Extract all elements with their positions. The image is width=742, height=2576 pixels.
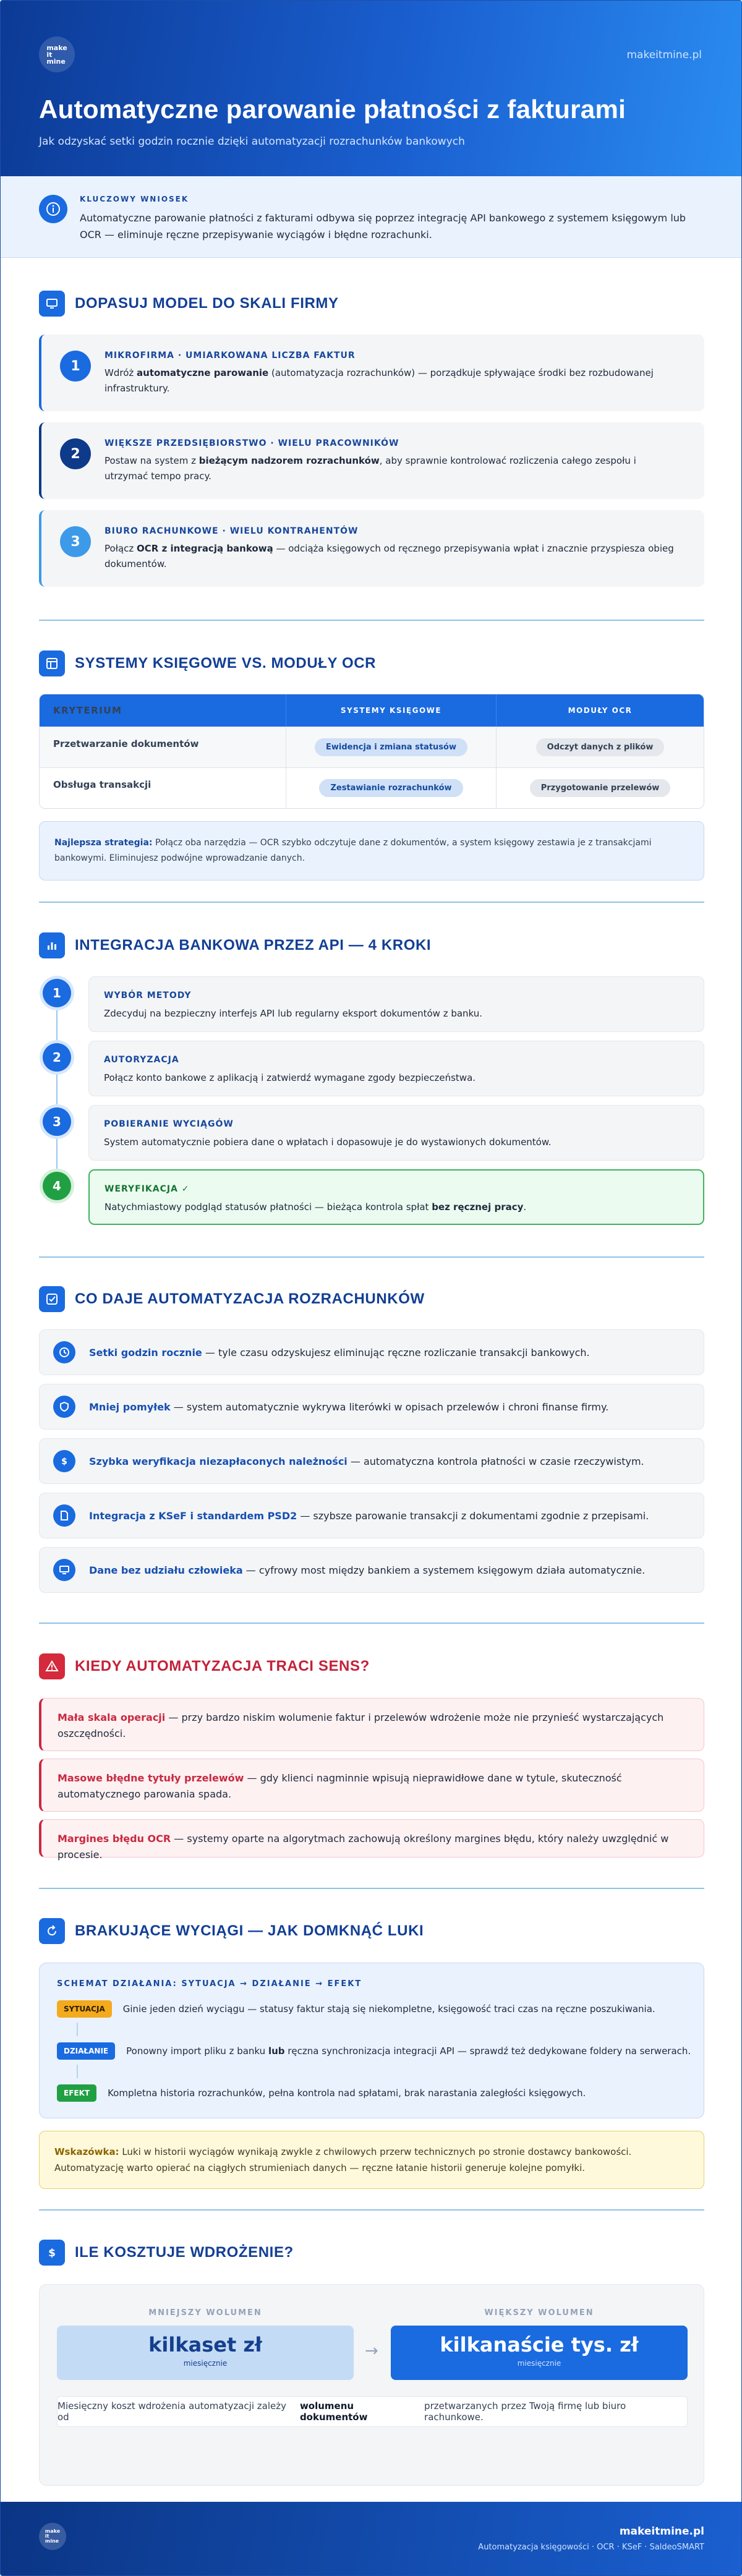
benefit-item (39, 1547, 704, 1593)
criterion-cell: Obsługa transakcji (53, 779, 151, 790)
scale-card (39, 335, 704, 411)
monitor-icon (53, 1559, 75, 1581)
benefit-item (39, 1493, 704, 1538)
cost-value: kilkanaście tys. zł (440, 2333, 639, 2356)
schema-row (57, 2042, 691, 2060)
section-title: BRAKUJĄCE WYCIĄGI — JAK DOMKNĄĆ LUKI (75, 1922, 424, 1939)
arrow-right-icon: → (365, 2342, 378, 2360)
schema-title: SCHEMAT DZIAŁANIA: SYTUACJA → DZIAŁANIE → EFEKT (57, 1979, 362, 1989)
card-title: MIKROFIRMA · UMIARKOWANA LICZBA FAKTUR (104, 351, 356, 360)
accounting-badge: Ewidencja i zmiana statusów (315, 738, 467, 756)
step-box (88, 1041, 704, 1096)
table-row (40, 727, 704, 767)
strategy-tip: Najlepsza strategia: Połącz oba narzędzia — OCR szybko odczytuje dane z dokumentów, a system księgowy zestawia je z transakcjami bankowymi. Eliminujesz podwójne wprowadzanie danych. (39, 821, 704, 881)
benefit-text: Setki godzin rocznie — tyle czasu odzyskujesz eliminując ręczne rozliczanie transakcji bankowych. (89, 1346, 590, 1358)
cost-note: Miesięczny koszt wdrożenia automatyzacji zależy od wolumenu dokumentów przetwarzanych przez Twoją firmę lub biuro rachunkowe. (57, 2396, 688, 2427)
section-divider (39, 902, 704, 903)
card-description: Wdróż automatyczne parowanie (automatyzacja rozrachunków) — porządkuje spływające środki bez rozbudowanej infrastruktury. (104, 367, 654, 394)
warning-item: Masowe błędne tytuły przelewów — gdy klienci nagminnie wpisują nieprawidłowe dane w tytule, skuteczność automatycznego parowania spada. (39, 1759, 704, 1812)
section-title: CO DAJE AUTOMATYZACJA ROZRACHUNKÓW (75, 1290, 425, 1307)
cost-period: miesięcznie (183, 2359, 228, 2368)
situation-tag: SYTUACJA (57, 2000, 112, 2018)
logo-line: it (46, 50, 53, 59)
logo-line: mine (45, 2538, 59, 2544)
benefit-text: Mniej pomyłek — system automatycznie wykrywa literówki w opisach przelewów i chroni finanse firmy. (89, 1401, 609, 1413)
section-divider (39, 1256, 704, 1258)
monitor-icon (39, 291, 65, 317)
column-header: KRYTERIUM (53, 705, 122, 716)
card-title: WIĘKSZE PRZEDSIĘBIORSTWO · WIELU PRACOWNIKÓW (104, 438, 399, 448)
footer-tagline: Automatyzacja księgowości · OCR · KSeF · SaldeoSMART (478, 2543, 704, 2552)
step-title: WERYFIKACJA ✓ (104, 1184, 190, 1194)
card-number: 3 (60, 526, 91, 557)
footer-domain-link[interactable]: makeitmine.pl (619, 2525, 704, 2538)
logo-line: make (45, 2528, 61, 2534)
warning-item: Mała skala operacji — przy bardzo niskim wolumenie faktur i przelewów wdrożenie może nie przynieść wystarczających oszczędności. (39, 1698, 704, 1751)
cost-value: kilkaset zł (148, 2333, 262, 2356)
section-bank-api (39, 932, 704, 959)
step-description: Natychmiastowy podgląd statusów płatności — bieżąca kontrola spłat bez ręcznej pracy. (104, 1201, 527, 1213)
step-box (88, 976, 704, 1032)
card-number: 2 (60, 438, 91, 469)
section-benefits (39, 1286, 704, 1313)
criterion-cell: Przetwarzanie dokumentów (53, 738, 199, 749)
benefit-text: Integracja z KSeF i standardem PSD2 — szybsze parowanie transakcji z dokumentami zgodnie z przepisami. (89, 1509, 649, 1522)
schema-connector (77, 2023, 78, 2036)
schema-text: Ginie jeden dzień wyciągu — statusy faktur stają się niekompletne, księgowość traci czas na ręczne poszukiwania. (122, 2003, 655, 2015)
step-title: AUTORYZACJA (104, 1055, 179, 1065)
logo-line: it (45, 2533, 49, 2539)
clock-icon (53, 1341, 75, 1363)
footer-logo[interactable] (39, 2523, 66, 2550)
warning-icon (39, 1653, 65, 1679)
step-box (88, 1169, 704, 1225)
card-description: Postaw na system z bieżącym nadzorem rozrachunków, aby sprawnie kontrolować rozliczenia całego zespołu i utrzymać tempo pracy. (104, 455, 636, 482)
checkbox-icon (39, 1286, 65, 1312)
ocr-badge: Przygotowanie przelewów (530, 779, 671, 797)
section-divider (39, 620, 704, 621)
cost-label-small: MNIEJSZY WOLUMEN (148, 2308, 262, 2318)
cost-period: miesięcznie (517, 2359, 561, 2368)
bar-chart-icon (39, 932, 65, 958)
section-systems-vs-ocr (39, 650, 704, 677)
action-tag: DZIAŁANIE (57, 2042, 115, 2060)
page-title: Automatyczne parowanie płatności z fakturami (39, 95, 626, 124)
step-title: WYBÓR METODY (104, 991, 192, 1000)
schema-row (57, 2000, 655, 2018)
refresh-icon (39, 1918, 65, 1944)
steps-connector (56, 995, 58, 1190)
key-takeaway-label: KLUCZOWY WNIOSEK (80, 195, 189, 203)
document-icon (53, 1504, 75, 1527)
step-description: System automatycznie pobiera dane o wpłatach i dopasowuje je do wystawionych dokumentów. (104, 1137, 552, 1148)
hero-header (1, 1, 741, 176)
section-title: DOPASUJ MODEL DO SKALI FIRMY (75, 295, 339, 312)
section-title: SYSTEMY KSIĘGOWE VS. MODUŁY OCR (75, 655, 377, 672)
ocr-badge: Odczyt danych z plików (536, 738, 665, 756)
svg-text:$: $ (48, 2247, 56, 2259)
dollar-icon (39, 2240, 65, 2266)
svg-text:$: $ (61, 1457, 67, 1467)
step-box (88, 1105, 704, 1161)
brand-logo[interactable] (39, 36, 75, 72)
step-number: 4 (43, 1172, 71, 1200)
schema-text: Kompletna historia rozrachunków, pełna kontrola nad spłatami, brak narastania zaległości księgowych. (108, 2088, 586, 2099)
benefit-item (39, 1438, 704, 1484)
step-number: 2 (43, 1043, 71, 1072)
dollar-icon (53, 1450, 75, 1472)
section-when-not (39, 1653, 704, 1680)
shield-icon (53, 1396, 75, 1418)
page-footer (1, 2502, 742, 2576)
warning-item: Margines błędu OCR — systemy oparte na algorytmach zachowują określony margines błędu, który należy uwzględnić w procesie. (39, 1819, 704, 1857)
cost-label-large: WIĘKSZY WOLUMEN (484, 2308, 594, 2318)
step-description: Połącz konto bankowe z aplikacją i zatwierdź wymagane zgody bezpieczeństwa. (104, 1072, 476, 1083)
cost-large-volume (391, 2326, 688, 2380)
section-divider (39, 1888, 704, 1889)
column-header: SYSTEMY KSIĘGOWE (286, 694, 496, 727)
page-subtitle: Jak odzyskać setki godzin rocznie dzięki automatyzacji rozrachunków bankowych (39, 135, 465, 148)
card-number: 1 (60, 351, 91, 382)
schema-connector (77, 2065, 78, 2078)
key-takeaway-text: Automatyczne parowanie płatności z fakturami odbywa się poprzez integrację API bankowego z systemem księgowym lub OCR — eliminuje ręczne przepisywanie wyciągów i błędne rozrachunki. (80, 212, 686, 241)
section-divider (39, 1623, 704, 1624)
benefit-item (39, 1384, 704, 1430)
layout-icon (39, 650, 65, 676)
step-title: POBIERANIE WYCIĄGÓW (104, 1119, 234, 1129)
logo-line: make (46, 43, 67, 52)
effect-tag: EFEKT (57, 2084, 96, 2102)
accounting-badge: Zestawianie rozrachunków (319, 779, 463, 797)
section-cost (39, 2239, 704, 2266)
step-description: Zdecyduj na bezpieczny interfejs API lub regularny eksport dokumentów z banku. (104, 1008, 483, 1019)
scale-card (39, 422, 704, 499)
section-missing-statements (39, 1917, 704, 1945)
section-scale-model (39, 290, 704, 317)
step-number: 3 (43, 1107, 71, 1136)
card-title: BIURO RACHUNKOWE · WIELU KONTRAHENTÓW (104, 526, 359, 536)
section-title: ILE KOSZTUJE WDROŻENIE? (75, 2244, 294, 2261)
table-row (40, 767, 704, 808)
benefit-item (39, 1329, 704, 1375)
scale-card (39, 510, 704, 587)
card-description: Połącz OCR z integracją bankową — odciąża księgowych od ręcznego przepisywania wpłat i znacznie przyspiesza obieg dokumentów. (104, 543, 674, 569)
key-takeaway-box (1, 176, 741, 258)
benefit-text: Szybka weryfikacja niezapłaconych należności — automatyczna kontrola płatności w czasie rzeczywistym. (89, 1455, 644, 1467)
benefit-text: Dane bez udziału człowieka — cyfrowy most między bankiem a systemem księgowym działa automatycznie. (89, 1564, 646, 1576)
table-header (40, 694, 704, 727)
hint-box: Wskazówka: Luki w historii wyciągów wynikają zwykle z chwilowych przerw technicznych po stronie dostawcy bankowości. Automatyzację warto opierać na ciągłych strumieniach danych — ręczne łatanie historii generuje kolejne pomyłki. (39, 2131, 704, 2189)
action-schema (39, 1963, 704, 2118)
section-title: INTEGRACJA BANKOWA PRZEZ API — 4 KROKI (75, 937, 432, 953)
schema-row (57, 2084, 586, 2102)
schema-text: Ponowny import pliku z banku lub ręczna synchronizacja integracji API — sprawdź też dedykowane foldery na serwerach. (126, 2045, 691, 2057)
section-title: KIEDY AUTOMATYZACJA TRACI SENS? (75, 1658, 370, 1674)
section-divider (39, 2209, 704, 2211)
cost-box (39, 2284, 704, 2486)
header-domain-link[interactable]: makeitmine.pl (626, 49, 702, 61)
step-number: 1 (43, 979, 71, 1007)
info-icon (39, 195, 67, 223)
logo-line: mine (46, 57, 66, 66)
cost-small-volume (57, 2326, 354, 2380)
column-header: MODUŁY OCR (496, 694, 704, 727)
comparison-table (39, 694, 704, 809)
